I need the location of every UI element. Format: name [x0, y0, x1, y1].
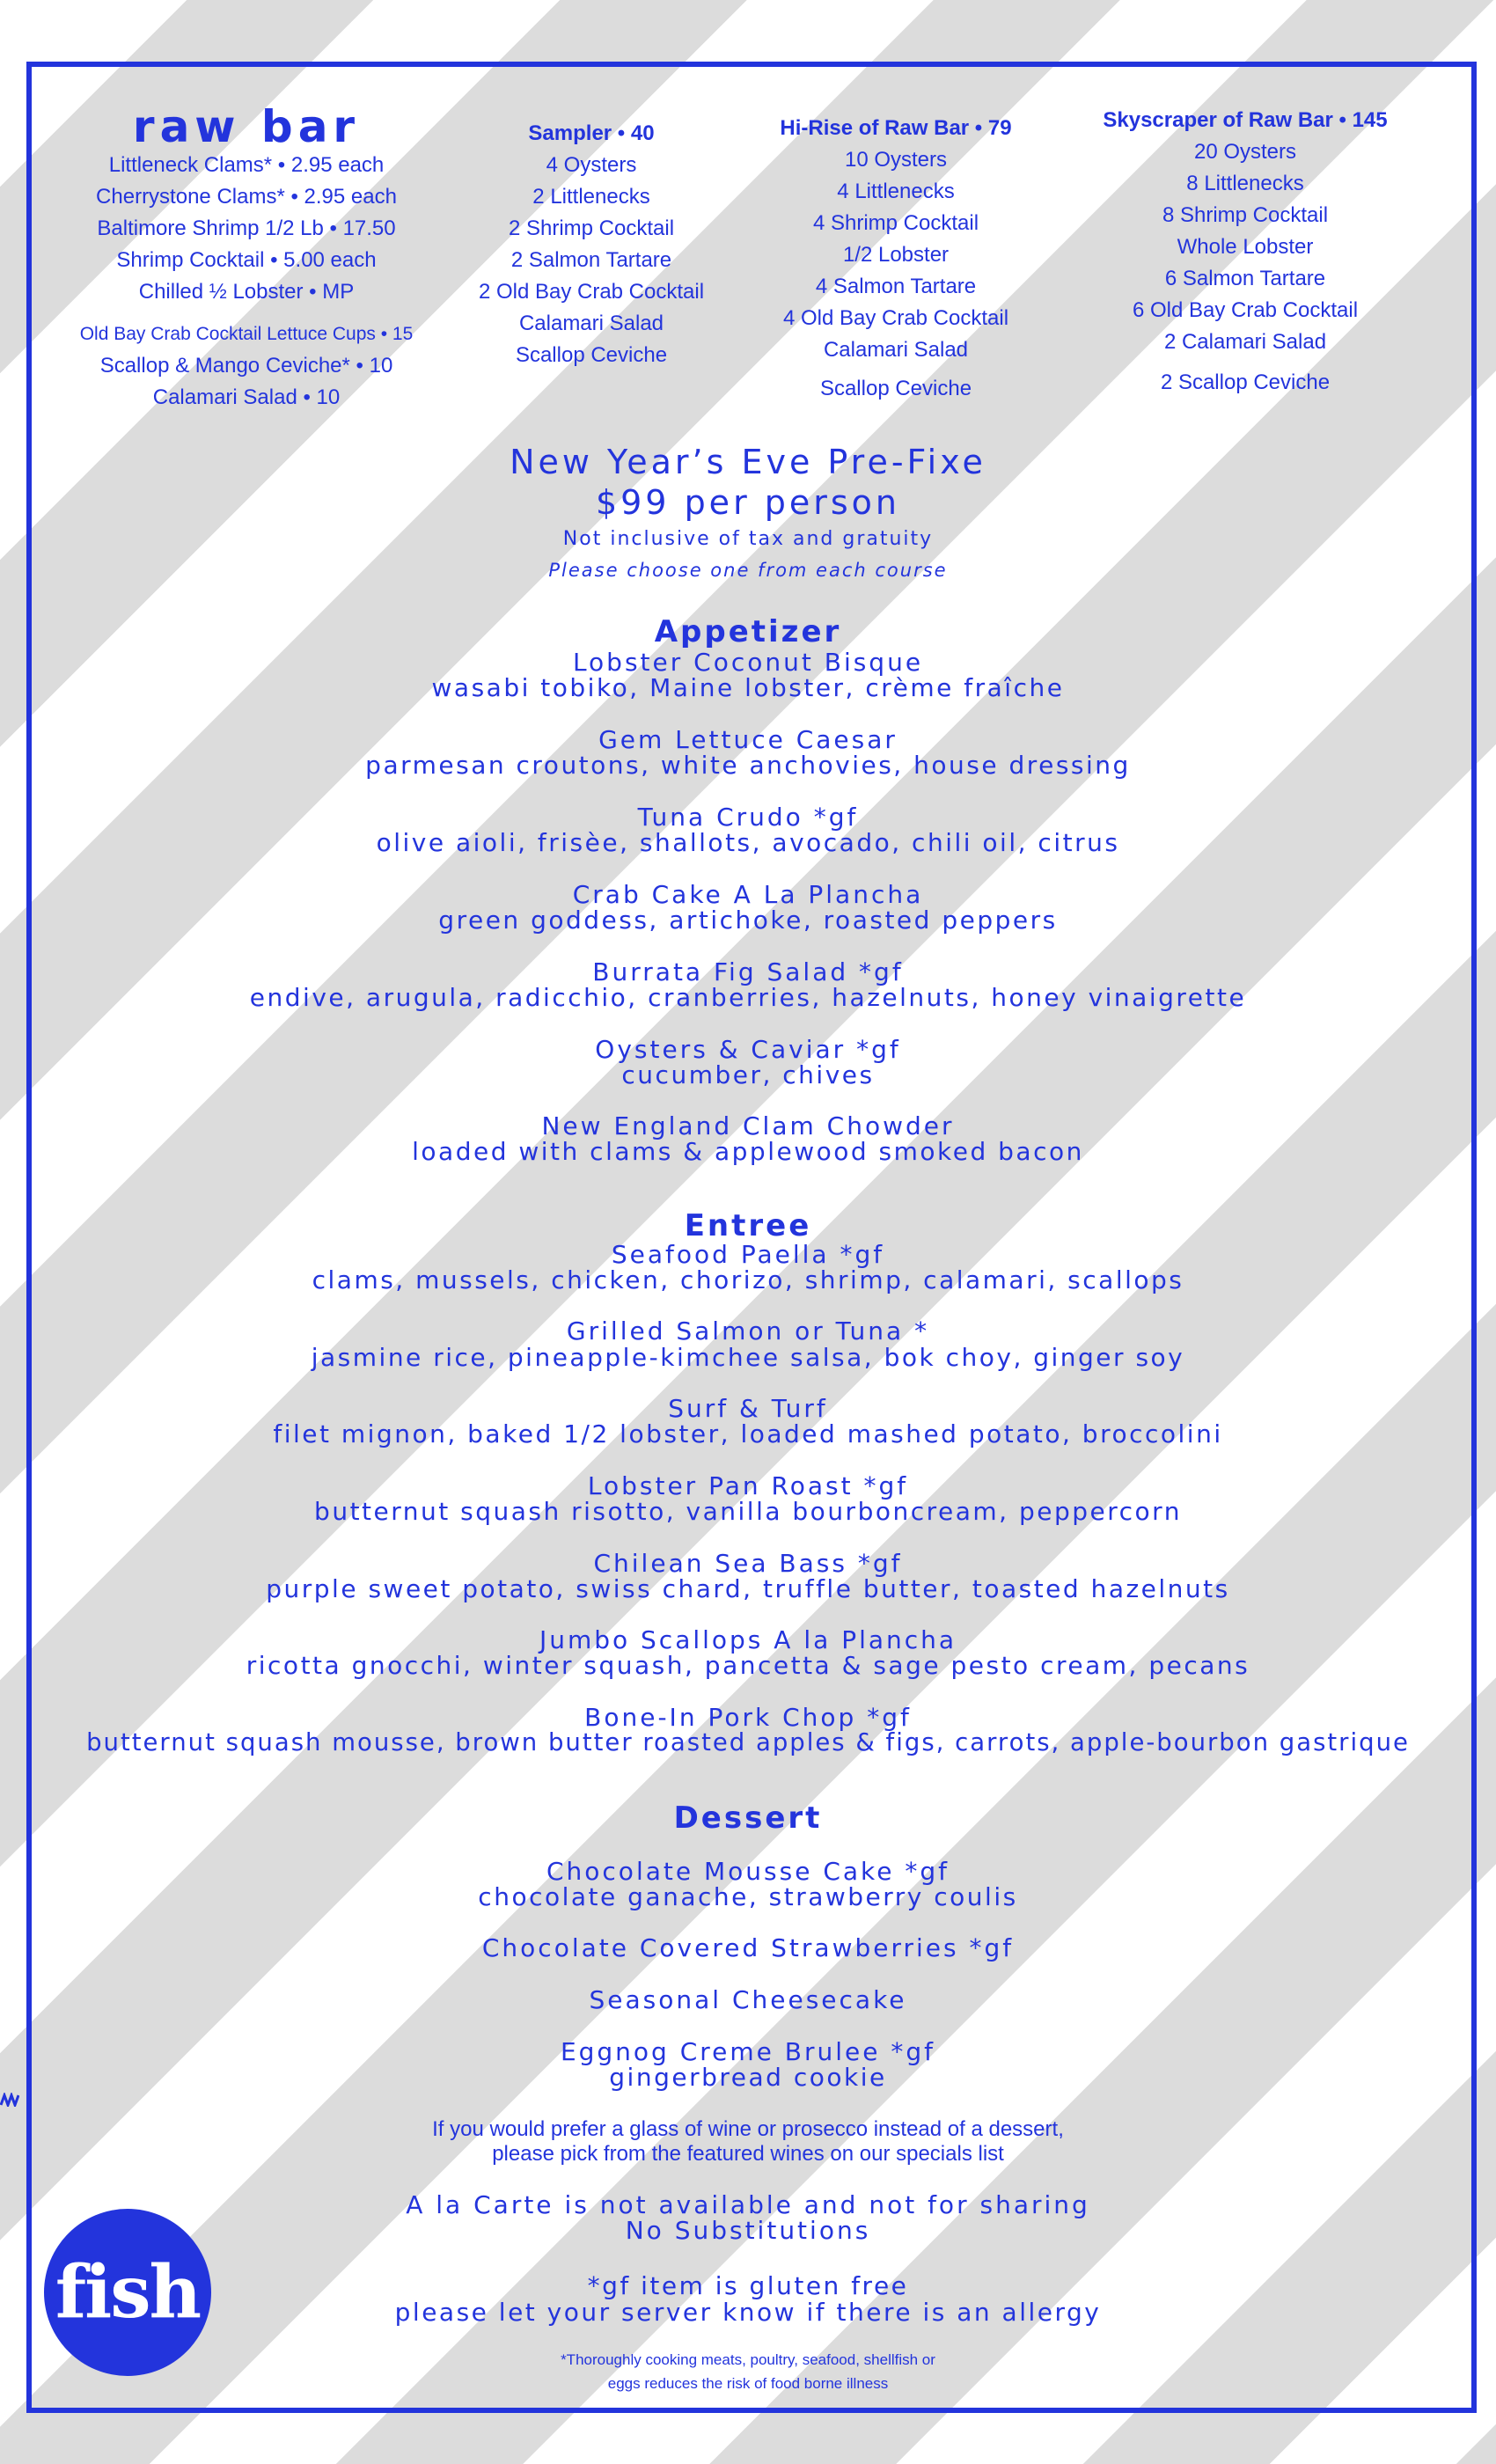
- hirise-item: 4 Old Bay Crab Cocktail: [782, 306, 1009, 330]
- entree-heading: Entree: [684, 1208, 812, 1243]
- appetizer-item-name: Burrata Fig Salad *gf: [592, 957, 904, 986]
- entree-item-name: Chilean Sea Bass *gf: [593, 1549, 903, 1578]
- hirise-title: Hi-Rise of Raw Bar • 79: [780, 116, 1012, 140]
- skyscraper-item: 8 Littlenecks: [1186, 172, 1304, 195]
- appetizer-item-desc: green goddess, artichoke, roasted peppers: [438, 906, 1058, 935]
- hirise-item: 4 Shrimp Cocktail: [812, 211, 979, 235]
- appetizer-item-name: Lobster Coconut Bisque: [572, 648, 924, 677]
- skyscraper-item: 20 Oysters: [1193, 140, 1297, 164]
- hirise-item: 1/2 Lobster: [842, 243, 950, 267]
- sampler-column: [459, 118, 723, 371]
- entree-item-desc: purple sweet potato, swiss chard, truffle butter, toasted hazelnuts: [266, 1574, 1230, 1603]
- sampler-item: 4 Oysters: [546, 153, 637, 177]
- entree-item-name: Lobster Pan Roast *gf: [587, 1471, 909, 1500]
- skyscraper-item: 6 Old Bay Crab Cocktail: [1132, 298, 1359, 322]
- sampler-item: 2 Littlenecks: [532, 185, 650, 209]
- raw-bar-item: Scallop & Mango Ceviche* • 10: [99, 354, 393, 378]
- hirise-item: Calamari Salad: [823, 338, 969, 362]
- prefixe-instruction: Please choose one from each course: [548, 560, 948, 581]
- hirise-item: 4 Littlenecks: [837, 180, 955, 203]
- raw-bar-item: Baltimore Shrimp 1/2 Lb • 17.50: [97, 216, 396, 240]
- entree-item-name: Bone-In Pork Chop *gf: [584, 1703, 912, 1732]
- entree-item-name: Grilled Salmon or Tuna *: [566, 1316, 930, 1346]
- appetizer-item-desc: parmesan croutons, white anchovies, house dressing: [365, 751, 1131, 780]
- prefixe-price: $99 per person: [595, 483, 901, 522]
- sampler-title: Sampler • 40: [528, 121, 655, 145]
- entree-item-desc: clams, mussels, chicken, chorizo, shrimp, calamari, scallops: [312, 1265, 1184, 1294]
- entree-item-desc: butternut squash risotto, vanilla bourboncream, peppercorn: [314, 1497, 1182, 1526]
- food-warning-line1: *Thoroughly cooking meats, poultry, seafood, shellfish or: [561, 2351, 935, 2368]
- skyscraper-item: 8 Shrimp Cocktail: [1162, 203, 1329, 227]
- appetizer-item-desc: olive aioli, frisèe, shallots, avocado, chili oil, citrus: [376, 828, 1120, 857]
- appetizer-heading: Appetizer: [654, 614, 842, 649]
- hirise-item: 10 Oysters: [844, 148, 948, 172]
- raw-bar-item: Calamari Salad • 10: [152, 385, 341, 409]
- entree-item-name: Surf & Turf: [668, 1394, 828, 1423]
- skyscraper-title: Skyscraper of Raw Bar • 145: [1103, 108, 1388, 132]
- gf-note-line2: please let your server know if there is an allergy: [394, 2298, 1102, 2327]
- entree-item-desc: butternut squash mousse, brown butter roasted apples & figs, carrots, apple-bourbon gastrique: [86, 1728, 1410, 1756]
- appetizer-item-name: Oysters & Caviar *gf: [595, 1035, 901, 1064]
- skyscraper-column: [1082, 105, 1408, 399]
- dessert-heading: Dessert: [673, 1800, 823, 1836]
- appetizer-item-desc: loaded with clams & applewood smoked bacon: [412, 1137, 1084, 1166]
- dessert-item-name: Chocolate Mousse Cake *gf: [546, 1857, 950, 1886]
- carte-note-line2: No Substitutions: [625, 2216, 871, 2245]
- prefixe-title: New Year’s Eve Pre-Fixe: [510, 443, 986, 481]
- fish-logo-text: fish: [55, 2250, 201, 2335]
- appetizer-item-name: Crab Cake A La Plancha: [572, 880, 924, 909]
- dessert-item-desc: gingerbread cookie: [609, 2063, 887, 2092]
- raw-bar-item: Littleneck Clams* • 2.95 each: [108, 153, 385, 177]
- gf-note-line1: *gf item is gluten free: [587, 2271, 909, 2300]
- hirise-column: [755, 113, 1037, 405]
- appetizer-item-desc: endive, arugula, radicchio, cranberries, hazelnuts, honey vinaigrette: [249, 983, 1247, 1012]
- skyscraper-item: 6 Salmon Tartare: [1164, 267, 1326, 290]
- edge-mark-icon: [0, 2093, 19, 2107]
- raw-bar-column: [70, 101, 422, 414]
- dessert-item-name: Chocolate Covered Strawberries *gf: [481, 1933, 1015, 1962]
- dessert-item-name: Eggnog Creme Brulee *gf: [560, 2037, 936, 2066]
- hirise-item: Scallop Ceviche: [819, 377, 972, 400]
- skyscraper-item: 2 Calamari Salad: [1163, 330, 1327, 354]
- entree-item-name: Seafood Paella *gf: [611, 1240, 885, 1269]
- raw-bar-item: Chilled ½ Lobster • MP: [138, 280, 355, 304]
- dessert-item-desc: chocolate ganache, strawberry coulis: [478, 1882, 1018, 1911]
- entree-item-desc: filet mignon, baked 1/2 lobster, loaded mashed potato, broccolini: [273, 1419, 1223, 1448]
- appetizer-item-name: Tuna Crudo *gf: [637, 803, 859, 832]
- raw-bar-item-small: Old Bay Crab Cocktail Lettuce Cups • 15: [79, 324, 414, 344]
- entree-item-desc: jasmine rice, pineapple-kimchee salsa, bok choy, ginger soy: [311, 1343, 1185, 1372]
- hirise-item: 4 Salmon Tartare: [815, 275, 977, 298]
- skyscraper-item: Whole Lobster: [1177, 235, 1314, 259]
- entree-item-name: Jumbo Scallops A la Plancha: [539, 1625, 957, 1654]
- appetizer-item-name: New England Clam Chowder: [541, 1111, 955, 1140]
- skyscraper-item: 2 Scallop Ceviche: [1160, 370, 1331, 394]
- food-warning-line2: eggs reduces the risk of food borne illness: [607, 2375, 889, 2392]
- appetizer-item-desc: wasabi tobiko, Maine lobster, crème fraîche: [431, 673, 1065, 702]
- appetizer-item-name: Gem Lettuce Caesar: [598, 725, 898, 754]
- sampler-item: Scallop Ceviche: [515, 343, 668, 367]
- sampler-item: 2 Old Bay Crab Cocktail: [478, 280, 705, 304]
- sampler-item: Calamari Salad: [518, 312, 664, 335]
- sampler-item: 2 Shrimp Cocktail: [508, 216, 675, 240]
- fish-logo: [44, 2209, 211, 2376]
- raw-bar-item: Shrimp Cocktail • 5.00 each: [116, 248, 377, 272]
- appetizer-item-desc: cucumber, chives: [621, 1060, 875, 1089]
- prefixe-note: Not inclusive of tax and gratuity: [562, 528, 934, 550]
- raw-bar-item: Cherrystone Clams* • 2.95 each: [96, 185, 397, 209]
- wine-note-line2: please pick from the featured wines on our specials list: [492, 2142, 1004, 2166]
- entree-item-desc: ricotta gnocchi, winter squash, pancetta & sage pesto cream, pecans: [246, 1651, 1250, 1680]
- carte-note-line1: A la Carte is not available and not for sharing: [406, 2190, 1090, 2219]
- raw-bar-title: raw bar: [132, 101, 361, 152]
- sampler-item: 2 Salmon Tartare: [510, 248, 672, 272]
- wine-note-line1: If you would prefer a glass of wine or prosecco instead of a dessert,: [432, 2117, 1064, 2141]
- dessert-item-name: Seasonal Cheesecake: [589, 1985, 907, 2014]
